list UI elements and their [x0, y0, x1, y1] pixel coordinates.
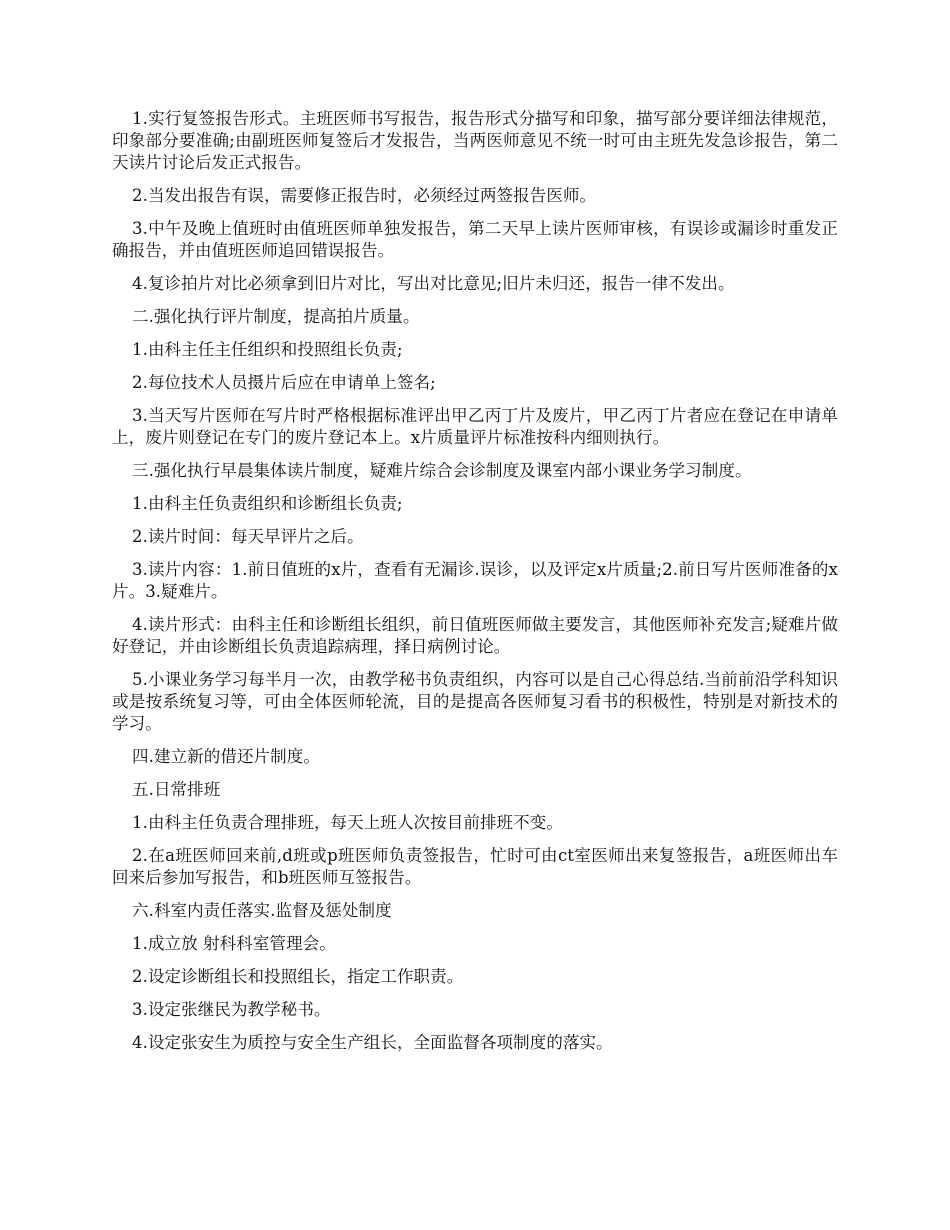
paragraph: 1.由科主任负责组织和诊断组长负责;	[132, 494, 403, 513]
paragraph: 3.中午及晚上值班时由值班医师单独发报告，第二天早上读片医师审核，有误诊或漏诊时重发正确报告，并由值班医师追回错误报告。	[112, 219, 838, 260]
paragraph: 4.复诊拍片对比必须拿到旧片对比，写出对比意见;旧片未归还，报告一律不发出。	[132, 274, 735, 293]
section-heading: 六.科室内责任落实.监督及惩处制度	[132, 901, 392, 920]
paragraph: 3.当天写片医师在写片时严格根据标准评出甲乙丙丁片及废片，甲乙丙丁片者应在登记在申请单上，废片则登记在专门的废片登记本上。x片质量评片标准按科内细则执行。	[112, 406, 838, 447]
paragraph: 2.每位技术人员摄片后应在申请单上签名;	[132, 373, 436, 392]
document-body	[112, 108, 838, 1065]
paragraph: 3.设定张继民为教学秘书。	[132, 1000, 331, 1019]
paragraph: 2.在a班医师回来前,d班或p班医师负责签报告，忙时可由ct室医师出来复签报告，a班医师出车回来后参加写报告，和b班医师互签报告。	[112, 846, 838, 887]
paragraph: 2.读片时间：每天早评片之后。	[132, 527, 364, 546]
section-heading: 二.强化执行评片制度，提高拍片质量。	[132, 307, 420, 326]
paragraph: 2.当发出报告有误，需要修正报告时，必须经过两签报告医师。	[132, 186, 597, 205]
paragraph: 1.实行复签报告形式。主班医师书写报告，报告形式分描写和印象，描写部分要详细法律规范，印象部分要准确;由副班医师复签后才发报告，当两医师意见不统一时可由主班先发急诊报告，第二天读片讨论后发正式报告。	[112, 109, 838, 172]
section-heading: 五.日常排班	[132, 780, 221, 799]
paragraph: 4.读片形式：由科主任和诊断组长组织，前日值班医师做主要发言，其他医师补充发言;疑难片做好登记，并由诊断组长负责追踪病理，择日病例讨论。	[112, 615, 838, 656]
paragraph: 1.成立放 射科科室管理会。	[132, 934, 336, 953]
paragraph: 5.小课业务学习每半月一次，由教学秘书负责组织，内容可以是自己心得总结.当前前沿学科知识或是按系统复习等，可由全体医师轮流，目的是提高各医师复习看书的积极性，特别是对新技术的学习。	[112, 670, 838, 733]
paragraph: 1.由科主任负责合理排班，每天上班人次按目前排班不变。	[132, 813, 563, 832]
section-heading: 三.强化执行早晨集体读片制度，疑难片综合会诊制度及课室内部小课业务学习制度。	[132, 461, 752, 480]
paragraph: 2.设定诊断组长和投照组长，指定工作职责。	[132, 967, 464, 986]
paragraph: 1.由科主任主任组织和投照组长负责;	[132, 340, 403, 359]
paragraph: 3.读片内容：1.前日值班的x片，查看有无漏诊.误诊，以及评定x片质量;2.前日写片医师准备的x片。3.疑难片。	[112, 560, 838, 601]
paragraph: 4.设定张安生为质控与安全生产组长，全面监督各项制度的落实。	[132, 1033, 613, 1052]
section-heading: 四.建立新的借还片制度。	[132, 747, 320, 766]
